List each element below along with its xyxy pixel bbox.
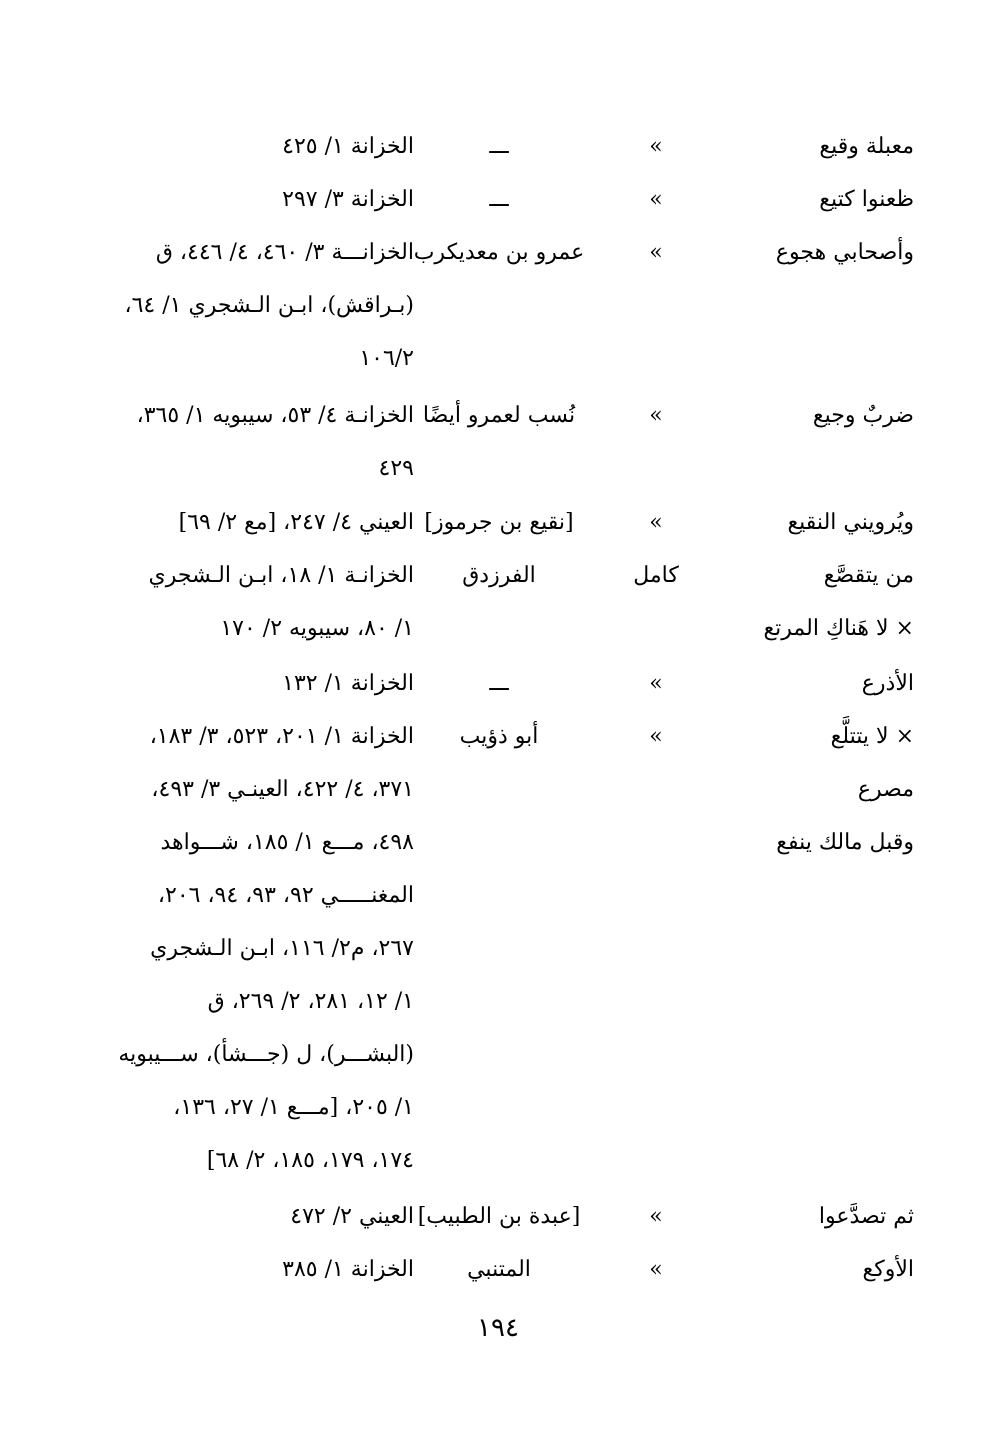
source-reference: الخزانـة ١/ ١٨، ابـن الـشجري ١/ ٨٠، سيبويه ٢/ ١٧٠ [148,563,414,641]
meter: » [649,510,663,535]
source-reference: الخزانة ١/ ٤٢٥ [282,134,414,159]
meter: كامل [633,563,679,588]
meter: » [649,403,663,428]
poet: [نقيع بن جرموز] [424,510,574,535]
meter: » [649,671,663,696]
verse-fragment: الأذرع [861,671,914,696]
poet: ـــ [489,671,509,696]
poet: [عبدة بن الطبيب] [417,1204,581,1229]
poet: ـــ [489,134,509,159]
poet: الفرزدق [462,563,536,588]
verse-fragment: الأوكع [862,1257,914,1282]
meter: » [649,240,663,265]
page-number: ١٩٤ [477,1313,519,1343]
poet: ـــ [489,187,509,212]
meter: » [649,1204,663,1229]
verse-fragment: ثم تصدَّعوا [818,1204,914,1229]
source-reference: الخزانة ١/ ١٣٢ [282,671,414,696]
source-reference: الخزانة ١/ ٢٠١، ٥٢٣، ٣/ ١٨٣، ٣٧١، ٤/ ٤٢٢، العينـي ٣/ ٤٩٣، ٤٩٨، مـــع ١/ ١٨٥، شـــواهد المغنـــــي ٩٢، ٩٣، ٩٤، ٢٠٦، ٢٦٧، م٢/ ١١٦، ابـن الـشجري ١/ ١٢، ٢٨١، ٢/ ٢٦٩، ق (البشـــر)، ل (جـــشأ)، ســـيبويه ١/ ٢٠٥، [مـــع ١/ ٢٧، ١٣٦، ١٧٤، ١٧٩، ١٨٥، ٢/ ٦٨] [118,724,414,1173]
verse-fragment: ويُرويني النقيع [787,510,914,535]
meter: » [649,187,663,212]
poet: المتنبي [467,1257,531,1282]
source-reference: العيني ٢/ ٤٧٢ [290,1204,414,1229]
verse-fragment: معبلة وقيع [819,134,914,159]
source-reference: الخزانة ٣/ ٢٩٧ [282,187,414,212]
poet: نُسب لعمرو أيضًا [422,403,576,428]
source-reference: العيني ٤/ ٢٤٧، [مع ٢/ ٦٩] [178,510,414,535]
meter: » [649,1257,663,1282]
verse-fragment: × لا يتتلَّع مصرع وقبل مالك ينفع [776,724,914,855]
meter: » [649,134,663,159]
verse-fragment: من يتقصَّع × لا هَناكِ المرتع [763,563,914,641]
verse-fragment: ظعنوا كتيع [819,187,914,212]
source-reference: الخزانـة ٤/ ٥٣، سيبويه ١/ ٣٦٥، ٤٢٩ [136,403,414,481]
poet: عمرو بن معديكرب [413,240,585,265]
meter: » [649,724,663,749]
poet: أبو ذؤيب [459,724,539,749]
source-reference: الخزانـــة ٣/ ٤٦٠، ٤/ ٤٤٦، ق (بـراقش)، ابـن الـشجري ١/ ٦٤، ١٠٦/٢ [124,240,414,371]
verse-fragment: وأصحابي هجوع [775,240,914,265]
verse-fragment: ضربٌ وجيع [812,403,914,428]
source-reference: الخزانة ١/ ٣٨٥ [282,1257,414,1282]
